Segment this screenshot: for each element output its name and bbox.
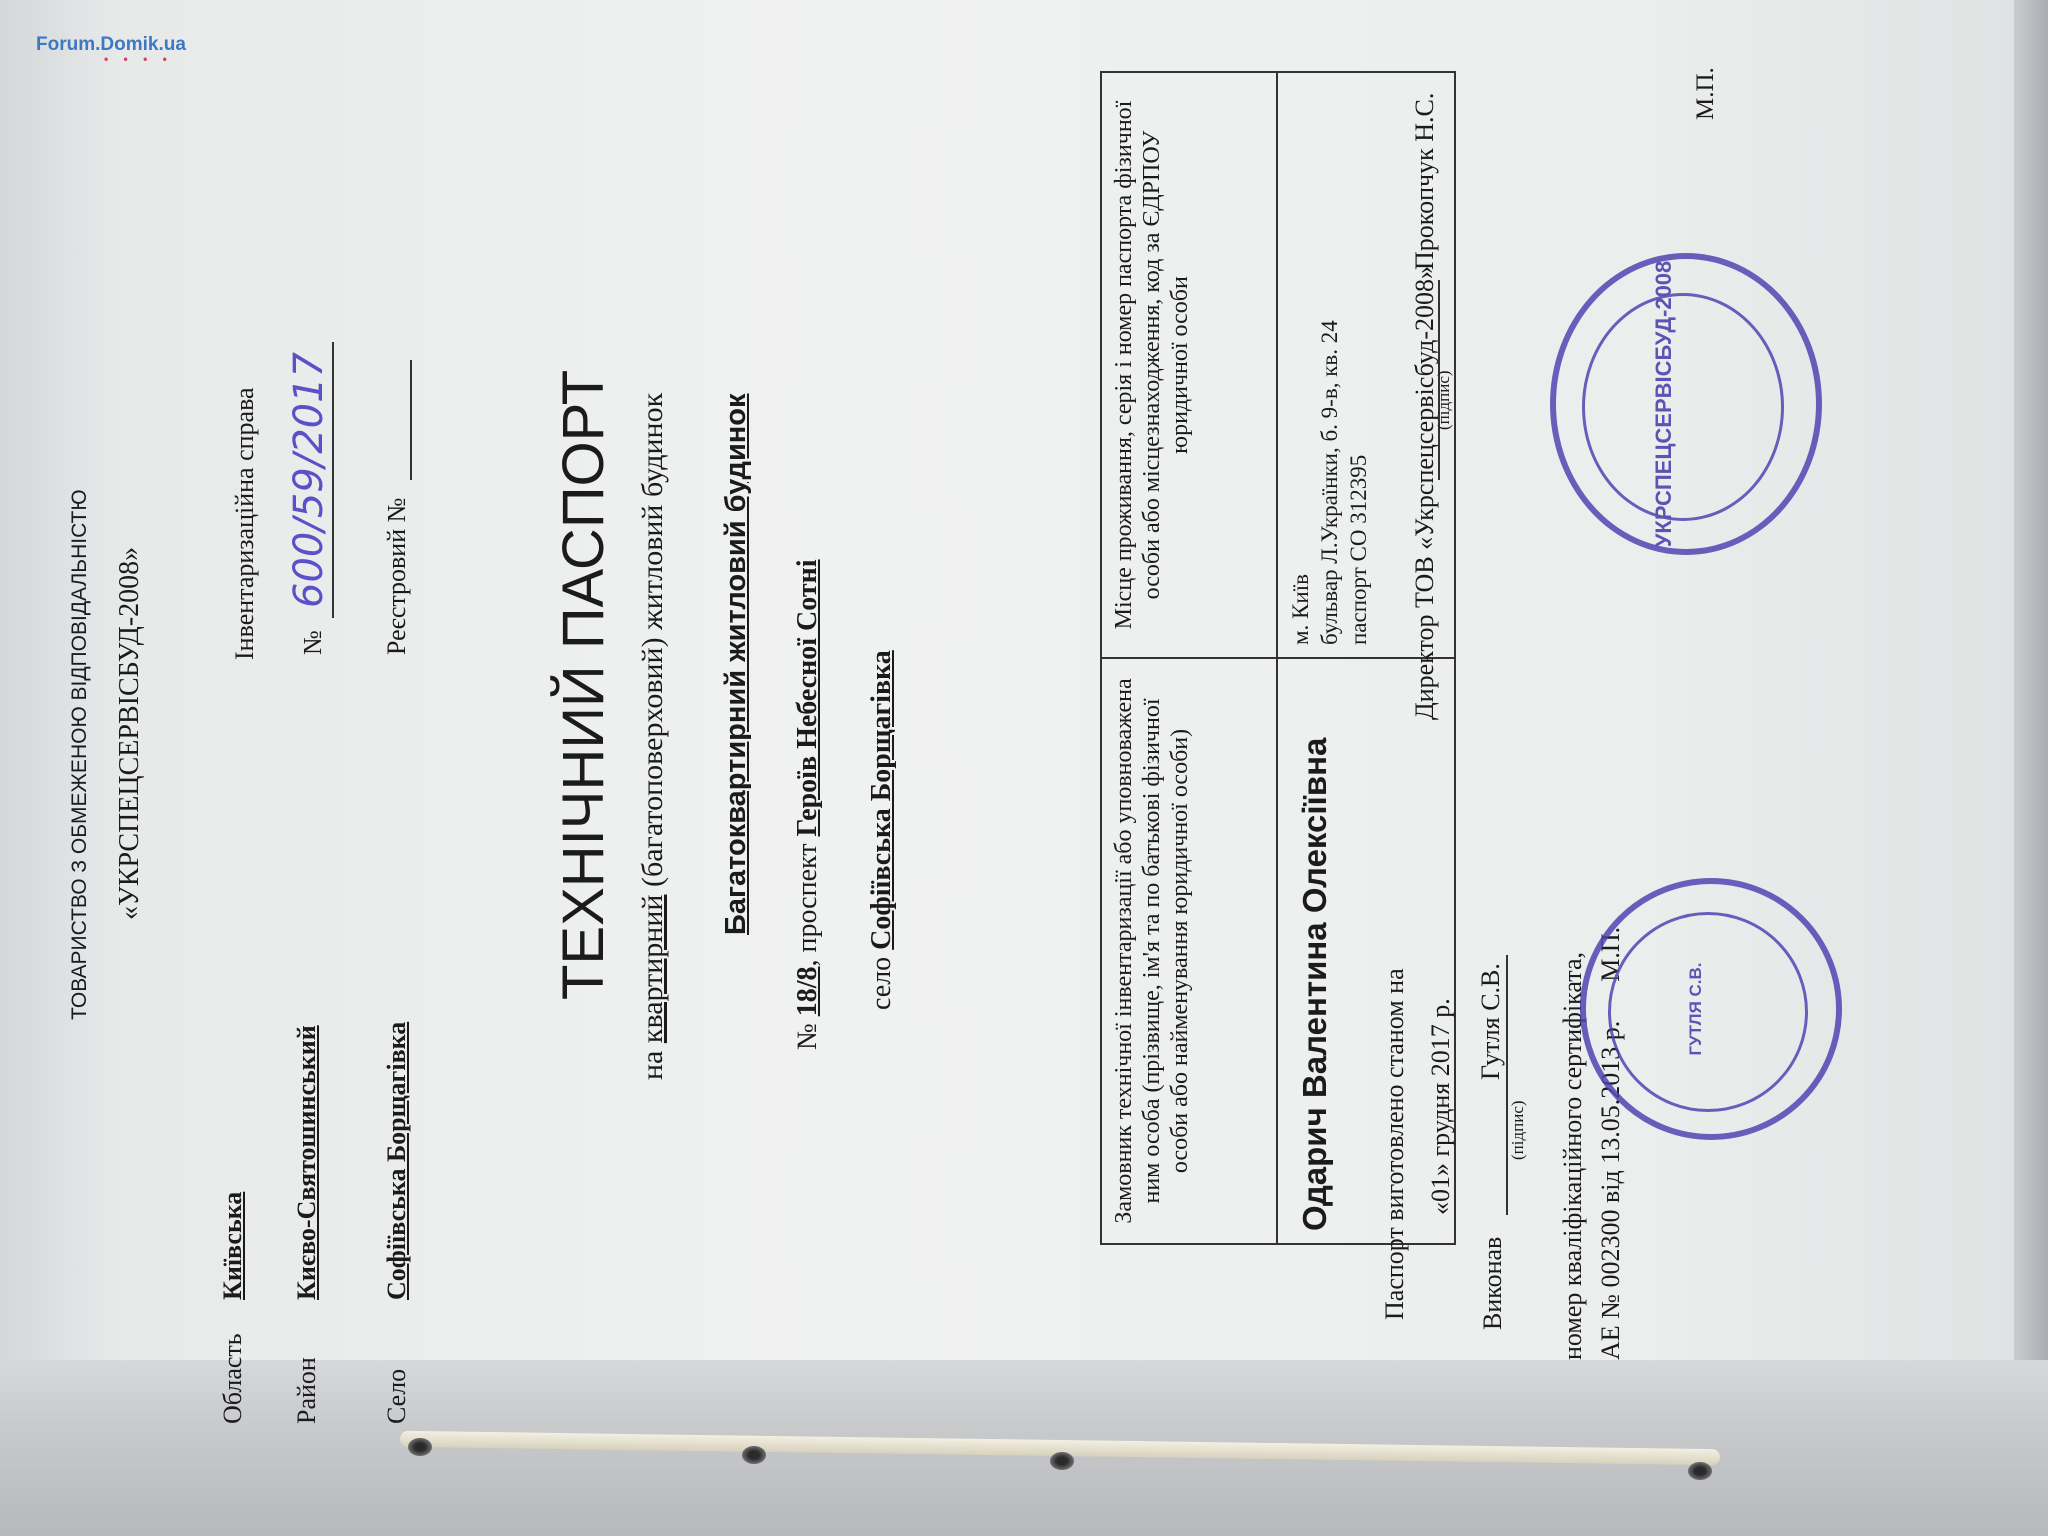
rayon-value: Києво-Святошинський xyxy=(292,1025,321,1300)
company-type: ТОВАРИСТВО З ОБМЕЖЕНОЮ ВІДПОВІДАЛЬНІСТЮ xyxy=(68,489,91,1020)
watermark-text: Forum.Domik.ua xyxy=(36,34,186,55)
seal-inner-ring xyxy=(1582,293,1784,521)
mp-right: М.П. xyxy=(1692,67,1719,120)
address-number-label: № xyxy=(792,1023,823,1050)
stamp-right-text: УКРСПЕЦСЕРВІСБУД-2008 xyxy=(1651,260,1676,548)
address-street-full: бульвар Л.Українки, б. 9-в, кв. 24 xyxy=(1317,320,1342,645)
director-signature-caption: (підпис) xyxy=(1434,370,1453,430)
registry-number-blank xyxy=(410,360,412,480)
subtitle-prefix: на xyxy=(636,1050,669,1080)
rotated-document xyxy=(30,20,1930,1480)
company-seal xyxy=(1550,253,1822,555)
subtitle-suffix: (багатоповерховий) житловий будинок xyxy=(636,392,669,888)
stamp-left-text: ГУТЛЯ С.В. xyxy=(1686,962,1705,1056)
document-title: ТЕХНІЧНИЙ ПАСПОРТ xyxy=(551,369,616,1000)
prepared-date: «01» грудня 2017 р. xyxy=(1426,998,1455,1215)
performer-name: Гутля С.В. xyxy=(1476,963,1505,1080)
performer-label: Виконав xyxy=(1478,1236,1507,1330)
address-passport: паспорт СО 312395 xyxy=(1346,454,1371,645)
inventory-title: Інвентаризаційна справа xyxy=(230,387,259,660)
mp-left: М.П. xyxy=(1596,926,1625,982)
address-city: м. Київ xyxy=(1288,574,1313,645)
paper-edge xyxy=(2014,0,2048,1536)
village-value: Софіївська Борщагівка xyxy=(866,650,897,950)
certificate-number-text: АЕ № 002300 від 13.05.2013 р. xyxy=(1596,1020,1625,1360)
registry-number-label: Реєстровий № xyxy=(382,497,411,655)
header-address: Місце проживання, серія і номер паспорта фізичної особи або місцезнаходження, код за ЄДРПОУ юридичної особи xyxy=(1101,72,1277,658)
address-line xyxy=(792,559,824,1050)
house-type: Багатоквартирний житловий будинок xyxy=(720,393,752,935)
performer-signature-caption: (підпис) xyxy=(1508,1100,1527,1160)
performer-signature-line xyxy=(1506,955,1508,1215)
watermark-dots-icon: • • • • xyxy=(104,52,173,66)
village-label: село xyxy=(866,956,897,1010)
director-label: Директор ТОВ «Укрспецсервісбуд-2008» xyxy=(1410,265,1439,720)
address-street: Героїв Небесної Сотні xyxy=(792,559,823,837)
document-subtitle xyxy=(636,393,670,1080)
header-customer: Замовник технічної інвентаризації або уповноважена ним особа (прізвище, ім'я та по батькові фізичної особи або найменування юридичної особи) xyxy=(1101,658,1277,1244)
subtitle-underlined: квартирний xyxy=(636,894,669,1044)
certification-stamp xyxy=(1580,878,1842,1140)
director-name: Прокопчук Н.С. xyxy=(1410,92,1439,270)
rayon-label: Район xyxy=(292,1357,321,1424)
address-number: 18/8 xyxy=(792,966,823,1017)
inventory-number-handwritten: 600/59/2017 xyxy=(286,342,334,618)
address-street-type: , проспект xyxy=(792,843,823,967)
oblast-label: Область xyxy=(218,1333,247,1424)
customer-name: Одарич Валентина Олексіївна xyxy=(1277,658,1455,1244)
table-row xyxy=(1101,72,1277,1244)
selo-label: Село xyxy=(382,1368,411,1424)
stamp-inner-ring xyxy=(1608,912,1808,1112)
certificate-caption: номер кваліфікаційного сертифіката, xyxy=(1558,951,1587,1360)
prepared-as-of: Паспорт виготовлено станом на xyxy=(1380,968,1409,1320)
company-name: «УКРСПЕЦСЕРВІСБУД-2008» xyxy=(114,546,145,920)
village-line xyxy=(866,650,898,1010)
oblast-value: Київська xyxy=(218,1191,247,1300)
inventory-number-label: № xyxy=(298,630,327,655)
selo-value: Софіївська Борщагівка xyxy=(382,1021,411,1300)
